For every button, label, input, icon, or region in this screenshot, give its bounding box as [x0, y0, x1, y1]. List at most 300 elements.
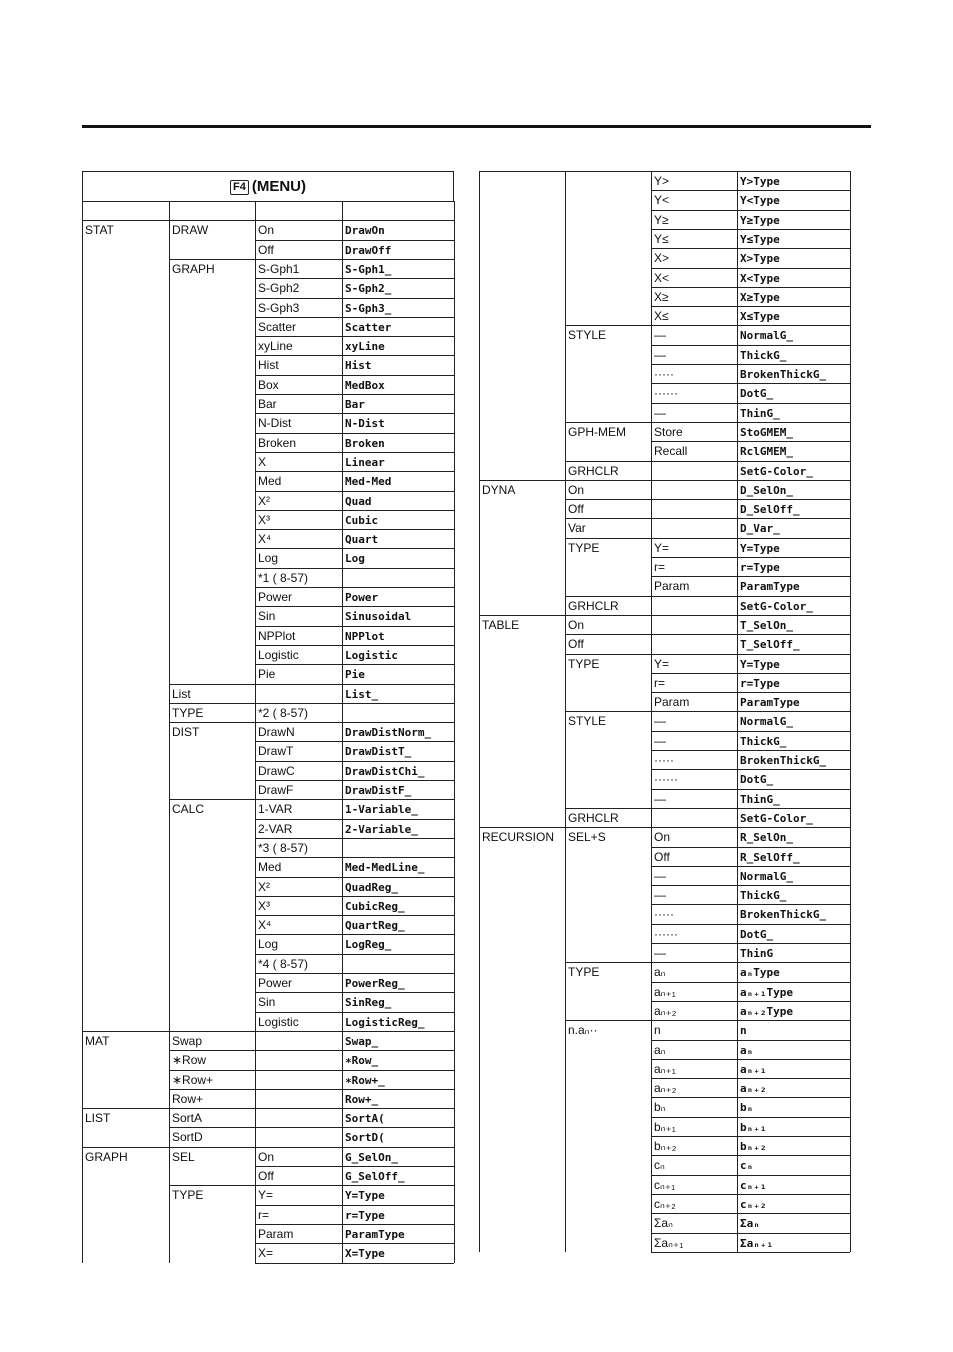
right-cell-r38-c2: ·····	[651, 904, 737, 923]
right-cell-r40-c0	[479, 943, 565, 962]
right-cell-r35-c2: Off	[651, 847, 737, 866]
left-cell-r1-c1	[169, 240, 255, 259]
left-cell-r32-c2: *3 ( 8-57)	[255, 838, 342, 857]
right-cell-r34-c3: R_SelOn_	[737, 827, 850, 846]
left-cell-r18-c0	[82, 568, 169, 587]
right-cell-r8-c0	[479, 325, 565, 344]
left-cell-r22-c3: Logistic	[342, 645, 454, 664]
right-cell-r26-c3: r=Type	[737, 673, 850, 692]
right-cell-r18-c1: Var	[565, 518, 651, 537]
left-cell-r15-c3: Cubic	[342, 510, 454, 529]
right-cell-r20-c0	[479, 557, 565, 576]
right-cell-r45-c3: aₙ	[737, 1040, 850, 1059]
right-cell-r26-c1	[565, 673, 651, 692]
right-cell-r47-c3: aₙ₊₂	[737, 1078, 850, 1097]
right-cell-r28-c0	[479, 711, 565, 730]
left-cell-r15-c2: X³	[255, 510, 342, 529]
left-cell-r0-c1: DRAW	[169, 220, 255, 239]
left-cell-r44-c1: ∗Row+	[169, 1070, 255, 1089]
left-cell-r48-c0: GRAPH	[82, 1147, 169, 1166]
right-cell-r34-c1: SEL+S	[565, 827, 651, 846]
right-cell-r14-c3: RclGMEM_	[737, 441, 850, 460]
right-cell-r42-c0	[479, 982, 565, 1001]
right-cell-r53-c2: cₙ₊₂	[651, 1194, 737, 1213]
right-cell-r23-c1: On	[565, 615, 651, 634]
right-cell-r36-c2: —	[651, 866, 737, 885]
left-cell-r17-c2: Log	[255, 548, 342, 567]
left-cell-r12-c1	[169, 452, 255, 471]
left-cell-r5-c1	[169, 317, 255, 336]
left-bottom-line	[255, 1263, 454, 1264]
left-cell-r19-c0	[82, 587, 169, 606]
right-cell-r5-c2: X<	[651, 268, 737, 287]
right-cell-r8-c3: NormalG_	[737, 325, 850, 344]
right-cell-r28-c3: NormalG_	[737, 711, 850, 730]
left-cell-r5-c0	[82, 317, 169, 336]
left-cell-r2-c1: GRAPH	[169, 259, 255, 278]
right-cell-r54-c1	[565, 1213, 651, 1232]
right-cell-r25-c2: Y=	[651, 654, 737, 673]
left-cell-r45-c1: Row+	[169, 1089, 255, 1108]
left-cell-r47-c3: SortD(	[342, 1127, 454, 1146]
right-cell-r48-c1	[565, 1097, 651, 1116]
left-cell-r51-c1	[169, 1205, 255, 1224]
right-cell-r16-c3: D_SelOn_	[737, 480, 850, 499]
right-cell-r30-c3: BrokenThickG_	[737, 750, 850, 769]
right-cell-r1-c0	[479, 190, 565, 209]
right-cell-r20-c1	[565, 557, 651, 576]
left-cell-r48-c3: G_SelOn_	[342, 1147, 454, 1166]
left-cell-r37-c3: LogReg_	[342, 934, 454, 953]
left-cell-r20-c2: Sin	[255, 606, 342, 625]
left-cell-r12-c2: X	[255, 452, 342, 471]
left-cell-r11-c1	[169, 433, 255, 452]
left-cell-r5-c2: Scatter	[255, 317, 342, 336]
left-cell-r22-c1	[169, 645, 255, 664]
left-cell-r50-c3: Y=Type	[342, 1185, 454, 1204]
left-cell-r50-c0	[82, 1185, 169, 1204]
left-cell-r52-c3: ParamType	[342, 1224, 454, 1243]
left-cell-r20-c3: Sinusoidal	[342, 606, 454, 625]
left-cell-r25-c1: TYPE	[169, 703, 255, 722]
left-cell-r10-c0	[82, 413, 169, 432]
right-cell-r45-c0	[479, 1040, 565, 1059]
right-cell-r45-c1	[565, 1040, 651, 1059]
right-cell-r47-c2: aₙ₊₂	[651, 1078, 737, 1097]
right-cell-r40-c1	[565, 943, 651, 962]
left-cell-r14-c1	[169, 491, 255, 510]
right-cell-r8-c1: STYLE	[565, 325, 651, 344]
right-cell-r28-c1: STYLE	[565, 711, 651, 730]
left-cell-r38-c0	[82, 954, 169, 973]
left-cell-r2-c3: S-Gph1_	[342, 259, 454, 278]
left-cell-r4-c1	[169, 298, 255, 317]
right-cell-r36-c3: NormalG_	[737, 866, 850, 885]
left-cell-r44-c0	[82, 1070, 169, 1089]
right-cell-r44-c3: n	[737, 1020, 850, 1039]
right-cell-r27-c1	[565, 692, 651, 711]
left-cell-r47-c2	[255, 1127, 342, 1146]
right-cell-r6-c0	[479, 287, 565, 306]
menu-table-header	[82, 171, 454, 201]
left-cell-r26-c1: DIST	[169, 722, 255, 741]
left-cell-r45-c3: Row+_	[342, 1089, 454, 1108]
right-cell-r10-c0	[479, 364, 565, 383]
right-cell-r13-c1: GPH-MEM	[565, 422, 651, 441]
right-cell-r55-c2: Σaₙ₊₁	[651, 1233, 737, 1252]
right-cell-r50-c3: bₙ₊₂	[737, 1136, 850, 1155]
right-cell-r7-c3: X≤Type	[737, 306, 850, 325]
right-cell-r32-c3: ThinG_	[737, 789, 850, 808]
left-cell-r10-c3: N-Dist	[342, 413, 454, 432]
right-cell-r16-c1: On	[565, 480, 651, 499]
right-cell-r19-c2: Y=	[651, 538, 737, 557]
left-cell-r42-c3: Swap_	[342, 1031, 454, 1050]
right-cell-r9-c3: ThickG_	[737, 345, 850, 364]
left-cell-r52-c2: Param	[255, 1224, 342, 1243]
right-cell-r10-c3: BrokenThickG_	[737, 364, 850, 383]
left-cell-r19-c1	[169, 587, 255, 606]
right-cell-r17-c1: Off	[565, 499, 651, 518]
right-cell-r3-c3: Y≤Type	[737, 229, 850, 248]
left-cell-r41-c2: Logistic	[255, 1012, 342, 1031]
right-cell-r36-c1	[565, 866, 651, 885]
right-cell-r3-c1	[565, 229, 651, 248]
right-cell-r24-c3: T_SelOff_	[737, 634, 850, 653]
right-cell-r34-c0: RECURSION	[479, 827, 565, 846]
left-cell-r6-c1	[169, 336, 255, 355]
right-cell-r18-c0	[479, 518, 565, 537]
right-cell-r39-c1	[565, 924, 651, 943]
right-cell-r21-c0	[479, 576, 565, 595]
right-cell-r4-c0	[479, 248, 565, 267]
left-cell-r43-c3: ∗Row_	[342, 1050, 454, 1069]
left-cell-r53-c0	[82, 1243, 169, 1262]
right-cell-r12-c1	[565, 403, 651, 422]
right-cell-r4-c3: X>Type	[737, 248, 850, 267]
right-cell-r52-c0	[479, 1175, 565, 1194]
left-cell-r1-c0	[82, 240, 169, 259]
right-cell-r39-c3: DotG_	[737, 924, 850, 943]
left-cell-r53-c3: X=Type	[342, 1243, 454, 1262]
right-cell-r11-c0	[479, 383, 565, 402]
left-cell-r24-c1: List	[169, 684, 255, 703]
left-cell-r7-c0	[82, 355, 169, 374]
left-cell-r22-c2: Logistic	[255, 645, 342, 664]
left-cell-r13-c3: Med-Med	[342, 471, 454, 490]
left-cell-r7-c2: Hist	[255, 355, 342, 374]
right-cell-r15-c1: GRHCLR	[565, 461, 651, 480]
left-cell-r1-c2: Off	[255, 240, 342, 259]
right-cell-r54-c2: Σaₙ	[651, 1213, 737, 1232]
left-cell-r11-c0	[82, 433, 169, 452]
right-cell-r37-c2: —	[651, 885, 737, 904]
right-cell-r24-c0	[479, 634, 565, 653]
menu-title: (MENU)	[251, 178, 306, 195]
left-cell-r40-c2: Sin	[255, 992, 342, 1011]
right-cell-r20-c2: r=	[651, 557, 737, 576]
left-cell-r35-c2: X³	[255, 896, 342, 915]
left-cell-r14-c3: Quad	[342, 491, 454, 510]
right-cell-r46-c1	[565, 1059, 651, 1078]
right-cell-r17-c2	[651, 499, 737, 518]
left-cell-r36-c0	[82, 915, 169, 934]
left-cell-r17-c0	[82, 548, 169, 567]
right-cell-r9-c0	[479, 345, 565, 364]
right-cell-r34-c2: On	[651, 827, 737, 846]
right-cell-r11-c2: ······	[651, 383, 737, 402]
right-cell-r11-c1	[565, 383, 651, 402]
right-cell-r14-c1	[565, 441, 651, 460]
left-cell-r43-c2	[255, 1050, 342, 1069]
right-cell-r32-c2: —	[651, 789, 737, 808]
right-cell-r32-c0	[479, 789, 565, 808]
left-cell-r24-c2	[255, 684, 342, 703]
right-cell-r55-c3: Σaₙ₊₁	[737, 1233, 850, 1252]
right-cell-r22-c2	[651, 596, 737, 615]
left-cell-r23-c2: Pie	[255, 664, 342, 683]
left-cell-r16-c2: X⁴	[255, 529, 342, 548]
right-cell-r38-c0	[479, 904, 565, 923]
right-cell-r7-c1	[565, 306, 651, 325]
right-cell-r23-c0: TABLE	[479, 615, 565, 634]
left-cell-r41-c1	[169, 1012, 255, 1031]
right-cell-r50-c1	[565, 1136, 651, 1155]
left-cell-r19-c3: Power	[342, 587, 454, 606]
left-cell-r7-c1	[169, 355, 255, 374]
left-cell-r30-c3: 1-Variable_	[342, 799, 454, 818]
left-cell-r48-c1: SEL	[169, 1147, 255, 1166]
right-cell-r40-c3: ThinG	[737, 943, 850, 962]
right-cell-r48-c2: bₙ	[651, 1097, 737, 1116]
right-cell-r40-c2: —	[651, 943, 737, 962]
right-cell-r52-c3: cₙ₊₁	[737, 1175, 850, 1194]
left-cell-r33-c1	[169, 857, 255, 876]
left-cell-r45-c0	[82, 1089, 169, 1108]
right-cell-r33-c3: SetG-Color_	[737, 808, 850, 827]
right-cell-r4-c1	[565, 248, 651, 267]
left-cell-r25-c2: *2 ( 8-57)	[255, 703, 342, 722]
left-cell-r51-c0	[82, 1205, 169, 1224]
right-cell-r49-c3: bₙ₊₁	[737, 1117, 850, 1136]
right-cell-r53-c0	[479, 1194, 565, 1213]
left-cell-r22-c0	[82, 645, 169, 664]
right-cell-r31-c0	[479, 769, 565, 788]
right-cell-r1-c2: Y<	[651, 190, 737, 209]
right-cell-r4-c2: X>	[651, 248, 737, 267]
left-cell-r12-c0	[82, 452, 169, 471]
right-cell-r47-c1	[565, 1078, 651, 1097]
left-cell-r27-c2: DrawT	[255, 741, 342, 760]
left-cell-r15-c0	[82, 510, 169, 529]
right-cell-r42-c2: aₙ₊₁	[651, 982, 737, 1001]
left-cell-r36-c1	[169, 915, 255, 934]
left-cell-r44-c2	[255, 1070, 342, 1089]
right-cell-r10-c2: ·····	[651, 364, 737, 383]
right-cell-r44-c1: n.aₙ··	[565, 1020, 651, 1039]
left-cell-r31-c0	[82, 819, 169, 838]
right-cell-r43-c3: aₙ₊₂Type	[737, 1001, 850, 1020]
left-cell-r32-c0	[82, 838, 169, 857]
left-cell-r3-c3: S-Gph2_	[342, 278, 454, 297]
right-cell-r38-c1	[565, 904, 651, 923]
right-cell-r15-c0	[479, 461, 565, 480]
left-cell-r35-c0	[82, 896, 169, 915]
right-cell-r5-c0	[479, 268, 565, 287]
right-cell-r10-c1	[565, 364, 651, 383]
right-cell-r27-c3: ParamType	[737, 692, 850, 711]
left-cell-r36-c3: QuartReg_	[342, 915, 454, 934]
right-cell-r51-c2: cₙ	[651, 1155, 737, 1174]
left-cell-r42-c0: MAT	[82, 1031, 169, 1050]
right-cell-r19-c3: Y=Type	[737, 538, 850, 557]
right-cell-r47-c0	[479, 1078, 565, 1097]
right-cell-r12-c3: ThinG_	[737, 403, 850, 422]
left-cell-r41-c3: LogisticReg_	[342, 1012, 454, 1031]
right-cell-r29-c2: —	[651, 731, 737, 750]
right-cell-r49-c1	[565, 1117, 651, 1136]
right-cell-r1-c1	[565, 190, 651, 209]
right-cell-r41-c2: aₙ	[651, 962, 737, 981]
left-cell-r49-c2: Off	[255, 1166, 342, 1185]
left-cell-r25-c3	[342, 703, 454, 722]
right-cell-r38-c3: BrokenThickG_	[737, 904, 850, 923]
right-cell-r29-c3: ThickG_	[737, 731, 850, 750]
right-cell-r7-c0	[479, 306, 565, 325]
right-cell-r0-c2: Y>	[651, 171, 737, 190]
right-cell-r6-c2: X≥	[651, 287, 737, 306]
left-cell-r9-c1	[169, 394, 255, 413]
right-cell-r2-c0	[479, 210, 565, 229]
left-cell-r30-c2: 1-VAR	[255, 799, 342, 818]
left-cell-r28-c3: DrawDistChi_	[342, 761, 454, 780]
right-cell-r19-c0	[479, 538, 565, 557]
left-cell-r3-c0	[82, 278, 169, 297]
right-cell-r43-c2: aₙ₊₂	[651, 1001, 737, 1020]
left-cell-r53-c2: X=	[255, 1243, 342, 1262]
left-cell-r7-c3: Hist	[342, 355, 454, 374]
right-cell-r15-c2	[651, 461, 737, 480]
left-cell-r29-c2: DrawF	[255, 780, 342, 799]
right-cell-r55-c1	[565, 1233, 651, 1252]
left-col-line	[454, 201, 455, 1263]
left-cell-r13-c0	[82, 471, 169, 490]
right-cell-r33-c2	[651, 808, 737, 827]
left-cell-r35-c1	[169, 896, 255, 915]
left-cell-r45-c2	[255, 1089, 342, 1108]
right-cell-r46-c0	[479, 1059, 565, 1078]
left-cell-r36-c2: X⁴	[255, 915, 342, 934]
right-cell-r1-c3: Y<Type	[737, 190, 850, 209]
right-cell-r35-c0	[479, 847, 565, 866]
right-cell-r25-c0	[479, 654, 565, 673]
left-cell-r16-c1	[169, 529, 255, 548]
left-cell-r51-c3: r=Type	[342, 1205, 454, 1224]
left-cell-r46-c1: SortA	[169, 1108, 255, 1127]
left-cell-r51-c2: r=	[255, 1205, 342, 1224]
right-cell-r50-c2: bₙ₊₂	[651, 1136, 737, 1155]
right-cell-r49-c0	[479, 1117, 565, 1136]
right-cell-r15-c3: SetG-Color_	[737, 461, 850, 480]
left-cell-r42-c2	[255, 1031, 342, 1050]
left-cell-r46-c0: LIST	[82, 1108, 169, 1127]
left-cell-r52-c1	[169, 1224, 255, 1243]
left-cell-r23-c1	[169, 664, 255, 683]
left-cell-r21-c2: NPPlot	[255, 626, 342, 645]
right-cell-r0-c0	[479, 171, 565, 190]
right-cell-r23-c3: T_SelOn_	[737, 615, 850, 634]
left-cell-r9-c0	[82, 394, 169, 413]
right-col-line	[850, 171, 851, 1252]
right-cell-r42-c1	[565, 982, 651, 1001]
left-cell-r48-c2: On	[255, 1147, 342, 1166]
left-cell-r11-c3: Broken	[342, 433, 454, 452]
right-cell-r35-c3: R_SelOff_	[737, 847, 850, 866]
left-cell-r10-c1	[169, 413, 255, 432]
left-cell-r0-c0: STAT	[82, 220, 169, 239]
right-cell-r2-c3: Y≥Type	[737, 210, 850, 229]
left-cell-r47-c1: SortD	[169, 1127, 255, 1146]
right-cell-r42-c3: aₙ₊₁Type	[737, 982, 850, 1001]
right-cell-r36-c0	[479, 866, 565, 885]
right-cell-r39-c0	[479, 924, 565, 943]
right-cell-r30-c2: ·····	[651, 750, 737, 769]
right-cell-r53-c3: cₙ₊₂	[737, 1194, 850, 1213]
right-cell-r48-c0	[479, 1097, 565, 1116]
right-cell-r52-c2: cₙ₊₁	[651, 1175, 737, 1194]
left-cell-r28-c1	[169, 761, 255, 780]
left-cell-r17-c1	[169, 548, 255, 567]
right-cell-r41-c0	[479, 962, 565, 981]
right-cell-r21-c3: ParamType	[737, 576, 850, 595]
right-cell-r2-c2: Y≥	[651, 210, 737, 229]
left-cell-r24-c3: List_	[342, 684, 454, 703]
right-cell-r21-c2: Param	[651, 576, 737, 595]
left-cell-r37-c2: Log	[255, 934, 342, 953]
right-cell-r13-c0	[479, 422, 565, 441]
left-cell-r34-c1	[169, 877, 255, 896]
right-cell-r25-c3: Y=Type	[737, 654, 850, 673]
right-cell-r43-c0	[479, 1001, 565, 1020]
left-cell-r26-c2: DrawN	[255, 722, 342, 741]
left-cell-r8-c0	[82, 375, 169, 394]
left-cell-r16-c3: Quart	[342, 529, 454, 548]
left-cell-r27-c0	[82, 741, 169, 760]
left-cell-r26-c3: DrawDistNorm_	[342, 722, 454, 741]
right-cell-r3-c2: Y≤	[651, 229, 737, 248]
right-cell-r41-c3: aₙType	[737, 962, 850, 981]
right-cell-r12-c0	[479, 403, 565, 422]
left-cell-r3-c2: S-Gph2	[255, 278, 342, 297]
right-cell-r13-c3: StoGMEM_	[737, 422, 850, 441]
left-cell-r32-c3	[342, 838, 454, 857]
right-cell-r30-c0	[479, 750, 565, 769]
right-cell-r6-c3: X≥Type	[737, 287, 850, 306]
left-cell-r23-c3: Pie	[342, 664, 454, 683]
right-cell-r17-c3: D_SelOff_	[737, 499, 850, 518]
left-cell-r16-c0	[82, 529, 169, 548]
right-cell-r3-c0	[479, 229, 565, 248]
right-cell-r0-c1	[565, 171, 651, 190]
right-cell-r13-c2: Store	[651, 422, 737, 441]
left-cell-r28-c2: DrawC	[255, 761, 342, 780]
left-cell-r15-c1	[169, 510, 255, 529]
left-cell-r8-c3: MedBox	[342, 375, 454, 394]
left-cell-r6-c3: xyLine	[342, 336, 454, 355]
right-cell-r35-c1	[565, 847, 651, 866]
left-cell-r39-c1	[169, 973, 255, 992]
left-cell-r4-c2: S-Gph3	[255, 298, 342, 317]
